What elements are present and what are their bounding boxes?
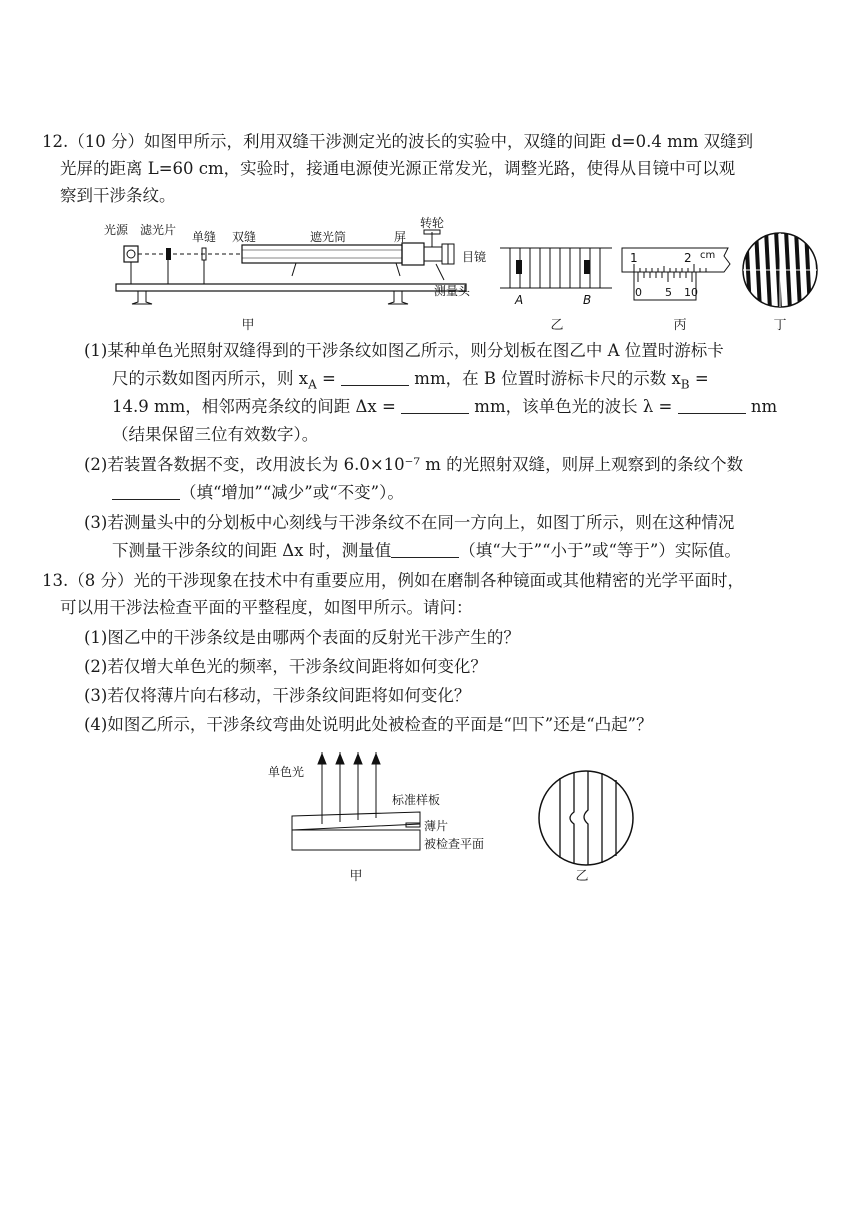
vernier-scale-10: 10: [684, 286, 698, 299]
q13-figure-fringes: [536, 768, 636, 868]
q13-s2: (2)若仅增大单色光的频率，干涉条纹间距将如何变化？: [84, 657, 487, 676]
q12-p1-line3: 14.9 mm，相邻两亮条纹的间距 Δx = mm，该单色光的波长 λ = nm: [112, 397, 778, 416]
vernier-main-2: 2: [684, 251, 692, 265]
q12-line1: 12.（10 分）如图甲所示，利用双缝干涉测定光的波长的实验中，双缝的间距 d=0.4 mm 双缝到: [42, 132, 754, 151]
label-wheel: 转轮: [420, 216, 445, 230]
label-plate: 标准样板: [392, 793, 441, 807]
q12-p1-line4: （结果保留三位有效数字）。: [112, 425, 319, 444]
blank-dx[interactable]: [401, 397, 469, 414]
caption-yi-12: 乙: [550, 318, 564, 333]
blank-fringe-count[interactable]: [112, 483, 180, 500]
label-tube: 遮光筒: [310, 230, 347, 244]
caption-jia-13: 甲: [349, 869, 363, 884]
vernier-scale-0: 0: [635, 286, 642, 299]
q12-p1-line2: 尺的示数如图丙所示，则 $x_A$ = mm，在 B 位置时游标卡尺的示数 $x_B$ =: [112, 369, 709, 392]
label-double-slit: 双缝: [232, 230, 257, 244]
label-eyepiece: 目镜: [462, 250, 487, 264]
q12-p1-line1: (1)某种单色光照射双缝得到的干涉条纹如图乙所示，则分划板在图乙中 A 位置时游标卡: [84, 341, 724, 360]
label-mono: 单色光: [268, 765, 305, 779]
q12-figure-apparatus: [96, 214, 496, 330]
label-light-source: 光源: [104, 223, 129, 237]
caption-ding: 丁: [773, 318, 787, 333]
q12-line2: 光屏的距离 L=60 cm，实验时，接通电源使光源正常发光，调整光路，使得从目镜中可以观: [60, 159, 736, 178]
q13-line1: 13.（8 分）光的干涉现象在技术中有重要应用，例如在磨制各种镜面或其他精密的光学平面时，: [42, 571, 744, 590]
q13-figure-wedge: [266, 748, 506, 858]
caption-jia-12: 甲: [241, 318, 255, 333]
q12-p2-line2: （填“增加”“减少”或“不变”）。: [112, 482, 404, 504]
q13-s1: (1)图乙中的干涉条纹是由哪两个表面的反射光干涉产生的？: [84, 628, 520, 647]
label-head: 测量头: [434, 284, 471, 298]
label-single-slit: 单缝: [192, 230, 217, 244]
label-pos-a: A: [515, 293, 524, 306]
blank-measure[interactable]: [391, 541, 459, 558]
vernier-unit: cm: [700, 250, 716, 261]
vernier-scale-5: 5: [665, 286, 672, 299]
q13-s3: (3)若仅将薄片向右移动，干涉条纹间距将如何变化？: [84, 686, 471, 705]
blank-lambda[interactable]: [678, 397, 746, 414]
vernier-main-1: 1: [630, 251, 638, 265]
q12-figure-vernier: [620, 244, 732, 304]
q12-p3-line1: (3)若测量头中的分划板中心刻线与干涉条纹不在同一方向上，如图丁所示，则在这种情况: [84, 513, 735, 532]
q13-line2: 可以用干涉法检查平面的平整程度，如图甲所示。请问：: [60, 598, 473, 617]
label-shim: 薄片: [424, 819, 449, 833]
q12-p3-line2: 下测量干涉条纹的间距 Δx 时，测量值 （填“大于”“小于”或“等于”）实际值。: [112, 541, 741, 560]
q12-line3: 察到干涉条纹。: [60, 186, 176, 205]
q12-p2-line1: (2)若装置各数据不变，改用波长为 6.0×10⁻⁷ m 的光照射双缝，则屏上观察到的条纹个数: [84, 455, 744, 474]
label-pos-b: B: [583, 293, 592, 306]
blank-xa[interactable]: [341, 369, 409, 386]
label-surface: 被检查平面: [424, 837, 485, 851]
q12-figure-fringes: [500, 244, 612, 306]
caption-yi-13: 乙: [575, 869, 589, 884]
caption-bing: 丙: [673, 318, 687, 333]
label-filter: 滤光片: [140, 223, 177, 237]
q13-s4: (4)如图乙所示，干涉条纹弯曲处说明此处被检查的平面是“凹下”还是“凸起”？: [84, 715, 653, 734]
label-screen: 屏: [394, 230, 407, 244]
q12-figure-tilted: [740, 230, 820, 310]
